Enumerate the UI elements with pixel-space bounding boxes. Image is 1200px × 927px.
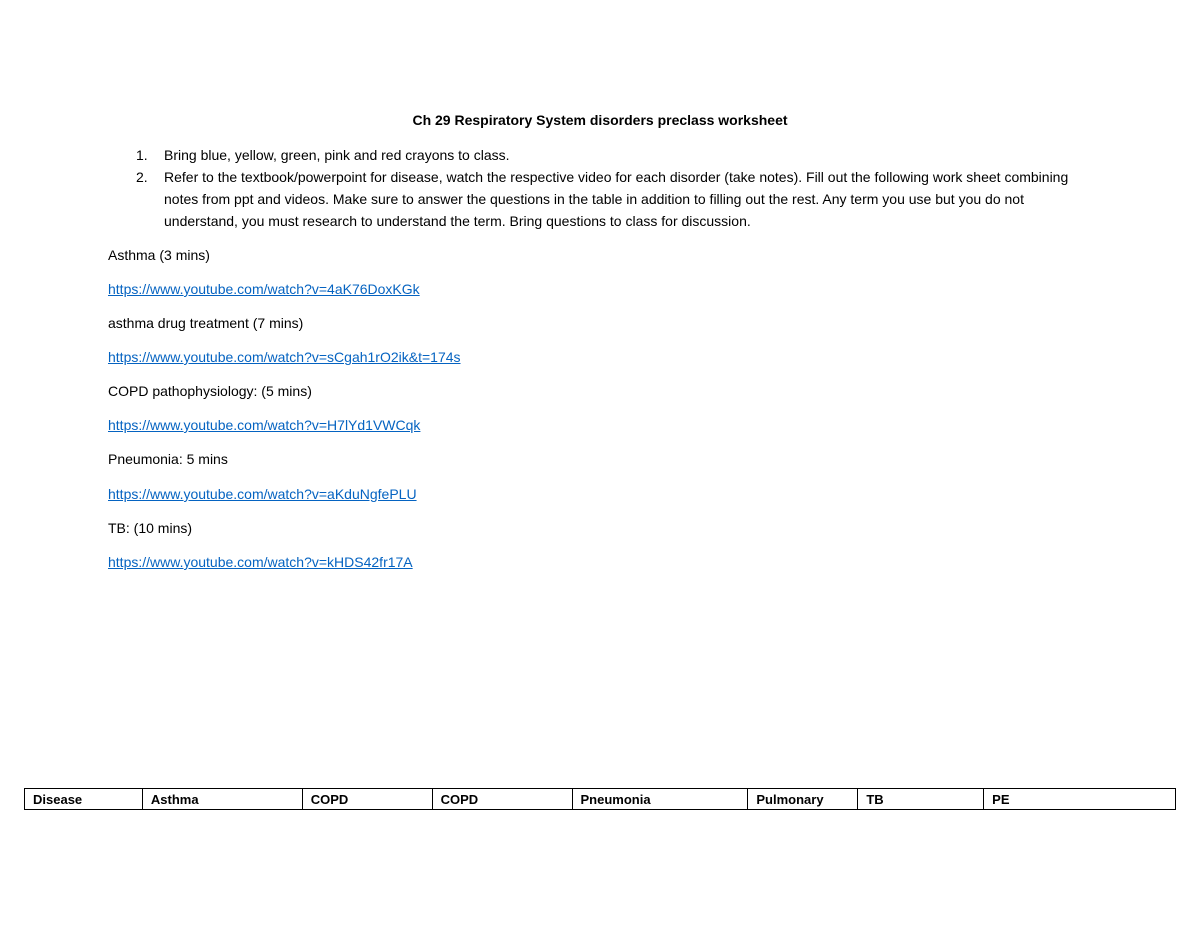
instruction-text: Refer to the textbook/powerpoint for disease, watch the respective video for each disorder (take notes). Fill out the following work sheet combining notes from ppt and videos. Make sure to answer the questions in the table in addition to filling out the rest. Any term you use but you do not understand, you must research to understand the term. Bring questions to class for discussion. bbox=[164, 169, 1069, 229]
instruction-list bbox=[108, 144, 1098, 232]
table-header-cell: Pulmonary bbox=[748, 789, 858, 810]
table-header-cell: COPD bbox=[302, 789, 432, 810]
instruction-item bbox=[108, 144, 1098, 166]
table-header-cell: Disease bbox=[25, 789, 143, 810]
table-header-cell: PE bbox=[984, 789, 1176, 810]
page-title: Ch 29 Respiratory System disorders preclass worksheet bbox=[412, 112, 788, 128]
instruction-text: Bring blue, yellow, green, pink and red crayons to class. bbox=[164, 147, 510, 163]
video-label-tb: TB: (10 mins) bbox=[108, 520, 193, 536]
video-label-asthma: Asthma (3 mins) bbox=[108, 247, 210, 263]
video-label-pneumonia: Pneumonia: 5 mins bbox=[108, 451, 228, 467]
table-header-cell: COPD bbox=[432, 789, 572, 810]
video-label-copd: COPD pathophysiology: (5 mins) bbox=[108, 383, 312, 399]
video-link-pneumonia[interactable]: https://www.youtube.com/watch?v=aKduNgfePLU bbox=[108, 486, 417, 502]
video-link-asthma[interactable]: https://www.youtube.com/watch?v=4aK76DoxKGk bbox=[108, 281, 420, 297]
disease-table bbox=[24, 788, 1176, 810]
instruction-number: 1. bbox=[136, 147, 148, 163]
table-header-cell: Pneumonia bbox=[572, 789, 748, 810]
instruction-number: 2. bbox=[136, 169, 148, 185]
table-header-cell: TB bbox=[858, 789, 984, 810]
table-header-row bbox=[25, 789, 1176, 810]
video-label-asthma-drug: asthma drug treatment (7 mins) bbox=[108, 315, 304, 331]
table-header-cell: Asthma bbox=[142, 789, 302, 810]
video-link-tb[interactable]: https://www.youtube.com/watch?v=kHDS42fr17A bbox=[108, 554, 413, 570]
video-link-copd[interactable]: https://www.youtube.com/watch?v=H7lYd1VWCqk bbox=[108, 417, 421, 433]
video-link-asthma-drug[interactable]: https://www.youtube.com/watch?v=sCgah1rO2ik&t=174s bbox=[108, 349, 461, 365]
instruction-item bbox=[108, 166, 1098, 232]
